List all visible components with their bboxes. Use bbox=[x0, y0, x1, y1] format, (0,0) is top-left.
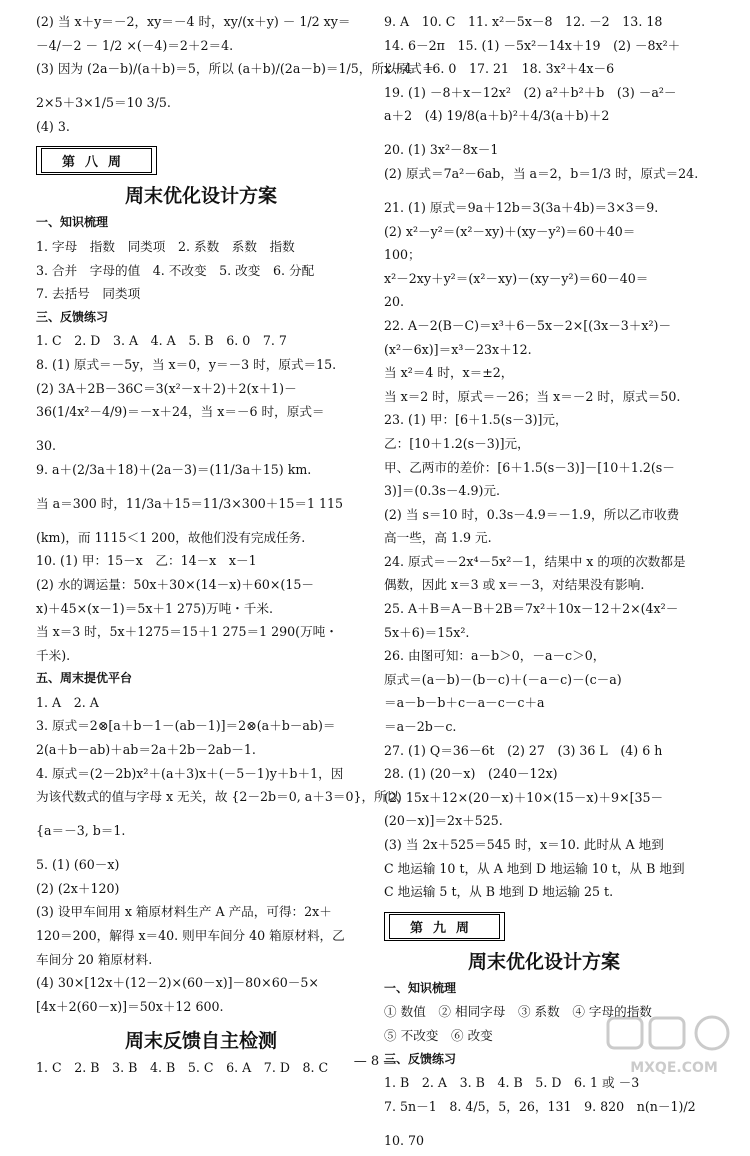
answer-line: 3. 原式＝2⊗[a＋b－1－(ab－1)]＝2⊗(a＋b－ab)＝ bbox=[36, 718, 336, 734]
answer-line: 1. C 2. B 3. B 4. B 5. C 6. A 7. D 8. C bbox=[36, 1060, 329, 1076]
answer-line: 当 x²＝4 时，x＝±2， bbox=[384, 365, 514, 381]
answer-line: 8. (1) 原式＝－5y，当 x＝0，y＝－3 时，原式＝15. bbox=[36, 356, 337, 372]
watermark-logo bbox=[604, 1012, 744, 1082]
answer-line: (3) 设甲车间用 x 箱原材料生产 A 产品，可得：2x＋ bbox=[36, 904, 332, 920]
section-title: 周末优化设计方案 bbox=[124, 185, 277, 208]
answer-line: 36(1/4x²－4/9)＝－x＋24，当 x＝－6 时，原式＝ bbox=[36, 404, 325, 420]
subsection-heading: 五、周末提优平台 bbox=[36, 671, 133, 686]
answer-line: (3) 当 2x＋525＝545 时，x＝10. 此时从 A 地到 bbox=[384, 837, 664, 852]
answer-line: 27. (1) Q＝36－6t (2) 27 (3) 36 L (4) 6 h bbox=[384, 742, 663, 758]
answer-line: 10. (1) 甲：15－x 乙：14－x x－1 bbox=[36, 553, 257, 569]
answer-line: 偶数，因此 x＝3 或 x＝－3，对结果没有影响. bbox=[384, 577, 645, 593]
answer-line: 25. A＋B＝A－B＋2B＝7x²＋10x－12＋2×(4x²－ bbox=[384, 601, 679, 617]
answer-line: (20－x)]＝2x＋525. bbox=[384, 813, 503, 829]
answer-line: 22. A－2(B－C)＝x³＋6－5x－2×[(3x－3＋x²)－ bbox=[384, 317, 672, 333]
answer-line: 1. A 2. A bbox=[36, 694, 99, 710]
answer-line: (2) 当 x＋y＝－2，xy＝－4 时，xy/(x＋y) － 1/2 xy＝ bbox=[36, 14, 351, 29]
answer-line: (2) 原式＝7a²－6ab，当 a＝2，b＝1/3 时，原式＝24. bbox=[384, 165, 699, 181]
subsection-heading: 三、反馈练习 bbox=[384, 1051, 457, 1066]
answer-line: (2) 水的调运量：50x＋30×(14－x)＋60×(15－ bbox=[36, 576, 314, 592]
answer-line: 10. 70 bbox=[384, 1132, 425, 1148]
answer-line: 3)]＝(0.3s－4.9)元. bbox=[384, 483, 500, 499]
subsection-heading: 三、反馈练习 bbox=[36, 309, 109, 324]
answer-line: 高一些，高 1.9 元. bbox=[384, 530, 492, 546]
week-label: 第八周 bbox=[41, 148, 152, 173]
answer-line: 2×5＋3×1/5＝10 3/5. bbox=[36, 95, 171, 111]
answer-line: {a＝－3, b＝1. bbox=[36, 823, 126, 839]
answer-line: (2) 15x＋12×(20－x)＋10×(15－x)＋9×[35－ bbox=[384, 789, 664, 805]
answer-line: (2) 3A＋2B－36C＝3(x²－x＋2)＋2(x＋1)－ bbox=[36, 380, 297, 396]
answer-line: 9. a＋(2/3a＋18)＋(2a－3)＝(11/3a＋15) km. bbox=[36, 461, 312, 477]
answer-line: (4) 30×[12x＋(12－2)×(60－x)]－80×60－5× bbox=[36, 975, 319, 991]
answer-line: 7. 5n－1 8. 4/5，5，26，131 9. 820 n(n－1)/2 bbox=[384, 1098, 696, 1114]
answer-line: 19. (1) －8＋x－12x² (2) a²＋b²＋b (3) －a²－ bbox=[384, 84, 677, 100]
answer-line: 23. (1) 甲：[6＋1.5(s－3)]元， bbox=[384, 412, 568, 428]
answer-line: 3. 合并 字母的值 4. 不改变 5. 改变 6. 分配 bbox=[36, 262, 315, 278]
answer-line: (x²－6x)]＝x³－23x＋12. bbox=[384, 341, 532, 357]
answer-line: (2) (2x＋120) bbox=[36, 880, 120, 896]
subsection-heading: 一、知识梳理 bbox=[36, 215, 109, 230]
answer-line: 120＝200，解得 x＝40. 则甲车间分 40 箱原材料，乙 bbox=[36, 928, 345, 944]
answer-line: 5x＋6)＝15x². bbox=[384, 624, 470, 640]
answer-line: 30. bbox=[36, 438, 57, 454]
answer-line: －4/－2 － 1/2 ×(－4)＝2＋2＝4. bbox=[36, 37, 234, 53]
answer-line: 甲、乙两市的差价：[6＋1.5(s－3)]－[10＋1.2(s－ bbox=[384, 459, 675, 475]
svg-text:MXQE.COM: MXQE.COM bbox=[630, 1060, 718, 1076]
answer-line: 5. (1) (60－x) bbox=[36, 857, 120, 873]
answer-line: C 地运输 10 t，从 A 地到 D 地运输 10 t，从 B 地到 bbox=[384, 860, 685, 876]
answer-line: 车间分 20 箱原材料. bbox=[36, 951, 153, 967]
answer-line: [4x＋2(60－x)]＝50x＋12 600. bbox=[36, 998, 224, 1014]
answer-line: 14. 6－2π 15. (1) －5x²－14x＋19 (2) －8x²＋ bbox=[384, 37, 681, 53]
answer-line: 当 x＝3 时，5x＋1275＝15＋1 275＝1 290(万吨・ bbox=[36, 624, 338, 640]
answer-line: 1. B 2. A 3. B 4. B 5. D 6. 1 或 －3 bbox=[384, 1075, 640, 1091]
week-header bbox=[36, 146, 157, 175]
answer-line: 2(a＋b－ab)＋ab＝2a＋2b－2ab－1. bbox=[36, 742, 256, 758]
answer-line: 28. (1) (20－x) (240－12x) bbox=[384, 766, 558, 782]
answer-line: 1. 字母 指数 同类项 2. 系数 系数 指数 bbox=[36, 238, 295, 254]
answer-line: 20. (1) 3x²－8x－1 bbox=[384, 142, 499, 158]
answer-line: 7. 去括号 同类项 bbox=[36, 286, 141, 302]
answer-line: a＋2 (4) 19/8(a＋b)²＋4/3(a＋b)＋2 bbox=[384, 108, 610, 124]
answer-line: ① 数值 ② 相同字母 ③ 系数 ④ 字母的指数 bbox=[384, 1004, 652, 1020]
right-column bbox=[384, 14, 704, 1156]
answer-line: 1. C 2. D 3. A 4. A 5. B 6. 0 7. 7 bbox=[36, 333, 287, 349]
page-number: — 8 — bbox=[353, 1054, 397, 1069]
answer-line: 100； bbox=[384, 247, 421, 263]
answer-line: (3) 因为 (2a－b)/(a＋b)＝5，所以 (a＋b)/(2a－b)＝1/5，所以原式＝ bbox=[36, 61, 435, 77]
answer-line: 21. (1) 原式＝9a＋12b＝3(3a＋4b)＝3×3＝9. bbox=[384, 199, 659, 215]
week-label: 第九周 bbox=[389, 914, 500, 939]
answer-line: 26. 由图可知：a－b＞0，－a－c＞0， bbox=[384, 648, 606, 664]
answer-line: (km)，而 1115＜1 200，故他们没有完成任务. bbox=[36, 529, 306, 545]
answer-line: 千米). bbox=[36, 647, 71, 663]
answer-line: 4. 原式＝(2－2b)x²＋(a＋3)x＋(－5－1)y＋b＋1，因 bbox=[36, 765, 344, 781]
section-title: 周末优化设计方案 bbox=[467, 950, 620, 973]
answer-line: x)＋45×(x－1)＝5x＋1 275)万吨・千米. bbox=[36, 600, 273, 616]
answer-line: C 地运输 5 t，从 B 地到 D 地运输 25 t. bbox=[384, 884, 614, 900]
week-header bbox=[384, 912, 505, 941]
answer-line: 原式＝(a－b)－(b－c)＋(－a－c)－(c－a) bbox=[384, 671, 622, 687]
answer-line: (4) 3. bbox=[36, 118, 70, 134]
answer-line: ＝a－2b－c. bbox=[384, 719, 457, 735]
answer-line: 当 x＝2 时，原式＝－26；当 x＝－2 时，原式＝50. bbox=[384, 388, 681, 404]
answer-line: 9. A 10. C 11. x²－5x－8 12. －2 13. 18 bbox=[384, 14, 663, 29]
answer-line: x²－2xy＋y²＝(x²－xy)－(xy－y²)＝60－40＝ bbox=[384, 270, 649, 286]
subsection-heading: 一、知识梳理 bbox=[384, 980, 457, 995]
answer-line: x＋4 16. 0 17. 21 18. 3x²＋4x－6 bbox=[384, 61, 615, 77]
answer-line: (2) x²－y²＝(x²－xy)＋(xy－y²)＝60＋40＝ bbox=[384, 223, 636, 239]
answer-line: 24. 原式＝－2x⁴－5x²－1，结果中 x 的项的次数都是 bbox=[384, 553, 686, 569]
answer-line: 当 a＝300 时，11/3a＋15＝11/3×300＋15＝1 115 bbox=[36, 495, 344, 511]
answer-line: ＝a－b－b＋c－a－c－c＋a bbox=[384, 695, 545, 711]
section-title: 周末反馈自主检测 bbox=[124, 1030, 277, 1053]
answer-line: 为该代数式的值与字母 x 无关，故 {2－2b＝0, a＋3＝0}，所以 bbox=[36, 789, 400, 805]
answer-line: 20. bbox=[384, 294, 405, 310]
answer-line: ⑤ 不改变 ⑥ 改变 bbox=[384, 1027, 493, 1043]
answer-line: (2) 当 s＝10 时，0.3s－4.9＝－1.9，所以乙市收费 bbox=[384, 506, 680, 522]
answer-line: 乙：[10＋1.2(s－3)]元， bbox=[384, 435, 530, 451]
